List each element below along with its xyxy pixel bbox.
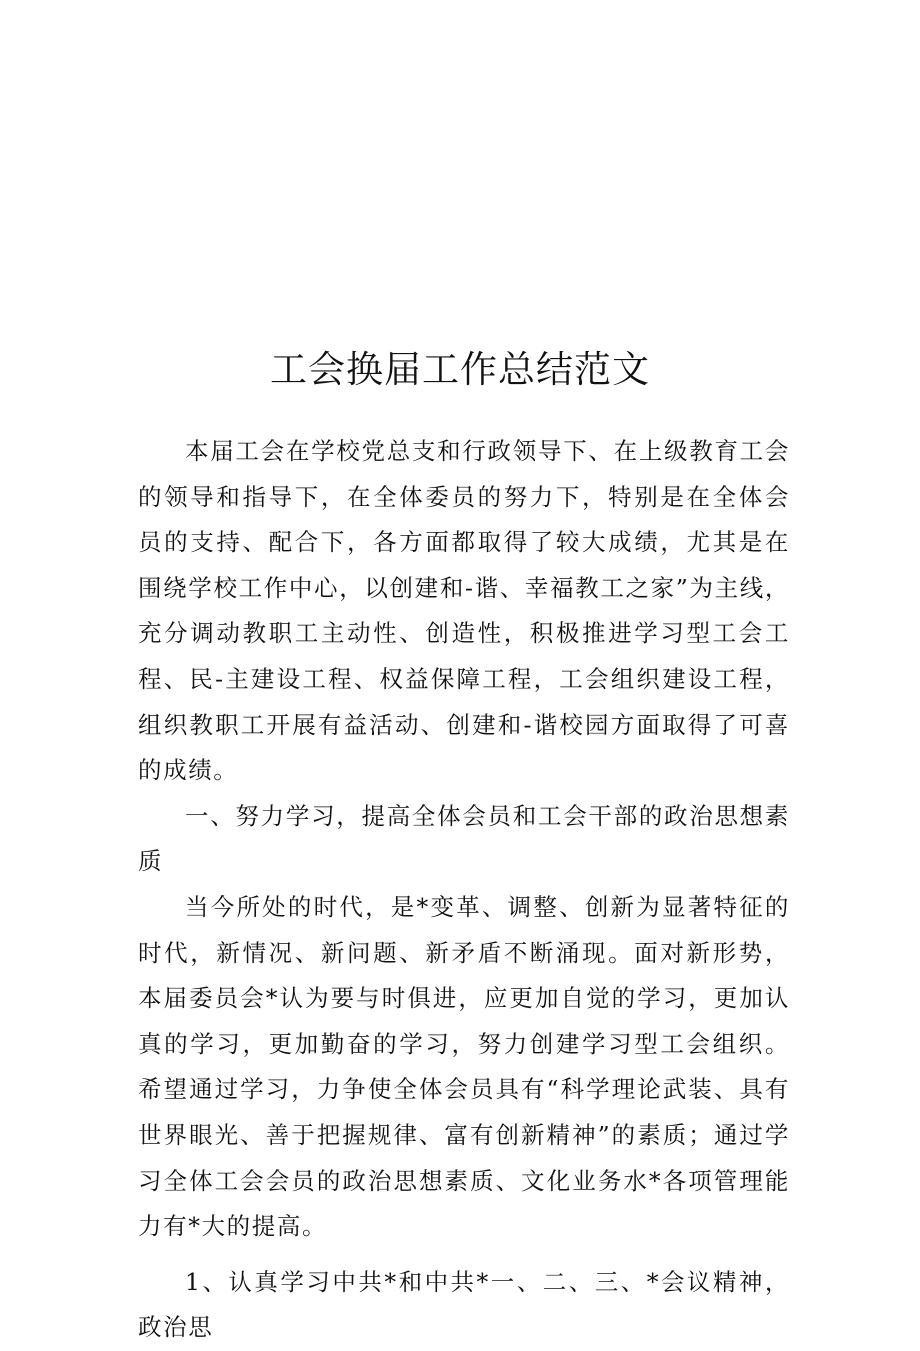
section-1-paragraph: 当今所处的时代，是*变革、调整、创新为显著特征的时代，新情况、新问题、新矛盾不断涌现。面对新形势，本届委员会*认为要与时俱进，应更加自觉的学习，更加认真的学习，更加勤奋的学习，努力创建学习型工会组织。希望通过学习，力争使全体会员具有“科学理论武装、具有世界眼光、善于把握规律、富有创新精神”的素质；通过学习全体工会会员的政治思想素质、文化业务水*各项管理能力有*大的提高。: [138, 892, 790, 1241]
list-item-1: 1、认真学习中共*和中共*一、二、三、*会议精神，政治思: [138, 1267, 790, 1342]
document-body: [138, 429, 790, 1351]
intro-paragraph: 本届工会在学校党总支和行政领导下、在上级教育工会的领导和指导下，在全体委员的努力下，特别是在全体会员的支持、配合下，各方面都取得了较大成绩，尤其是在围绕学校工作中心，以创建和-谐、幸福教工之家”为主线，充分调动教职工主动性、创造性，积极推进学习型工会工程、民-主建设工程、权益保障工程，工会组织建设工程，组织教职工开展有益活动、创建和-谐校园方面取得了可喜的成绩。: [138, 437, 790, 785]
section-heading-1: 一、努力学习，提高全体会员和工会干部的政治思想素质: [138, 801, 790, 876]
document-title: 工会换届工作总结范文: [270, 348, 650, 391]
